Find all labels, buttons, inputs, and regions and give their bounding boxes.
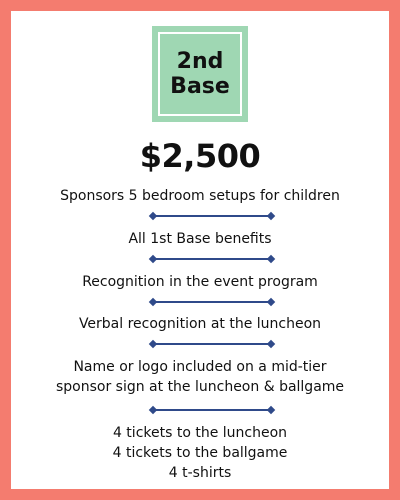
tier-badge-line-1: 2nd (176, 49, 224, 74)
benefit-item-luncheon-tickets: 4 tickets to the luncheon (112, 425, 288, 441)
tier-badge (152, 26, 248, 122)
benefit-item-sponsor-sign-line-2: sponsor sign at the luncheon & ballgame (55, 379, 345, 395)
diamond-right-icon (267, 255, 275, 263)
diamond-right-icon (267, 212, 275, 220)
tier-badge-line-2: Base (170, 74, 230, 99)
tier-badge-inner-border (158, 32, 242, 116)
benefit-item-ballgame-tickets: 4 tickets to the ballgame (112, 445, 288, 461)
divider-line (153, 215, 271, 217)
diamond-right-icon (267, 340, 275, 348)
tier-price: $2,500 (139, 137, 261, 175)
divider-line (153, 409, 271, 411)
benefit-item-t-shirts: 4 t-shirts (168, 465, 232, 481)
divider-line (153, 258, 271, 260)
divider-icon (150, 298, 274, 306)
diamond-right-icon (267, 406, 275, 414)
divider-icon (150, 406, 274, 414)
divider-line (153, 343, 271, 345)
benefit-item-verbal-recognition: Verbal recognition at the luncheon (78, 316, 322, 332)
benefit-item-first-base: All 1st Base benefits (128, 231, 272, 247)
diamond-right-icon (267, 298, 275, 306)
divider-icon (150, 255, 274, 263)
divider-icon (150, 212, 274, 220)
divider-line (153, 301, 271, 303)
divider-icon (150, 340, 274, 348)
benefit-item-event-program: Recognition in the event program (82, 274, 318, 290)
benefit-item-sponsor-sign-line-1: Name or logo included on a mid-tier (73, 359, 327, 375)
benefit-item-bedroom-setups: Sponsors 5 bedroom setups for children (60, 188, 340, 204)
